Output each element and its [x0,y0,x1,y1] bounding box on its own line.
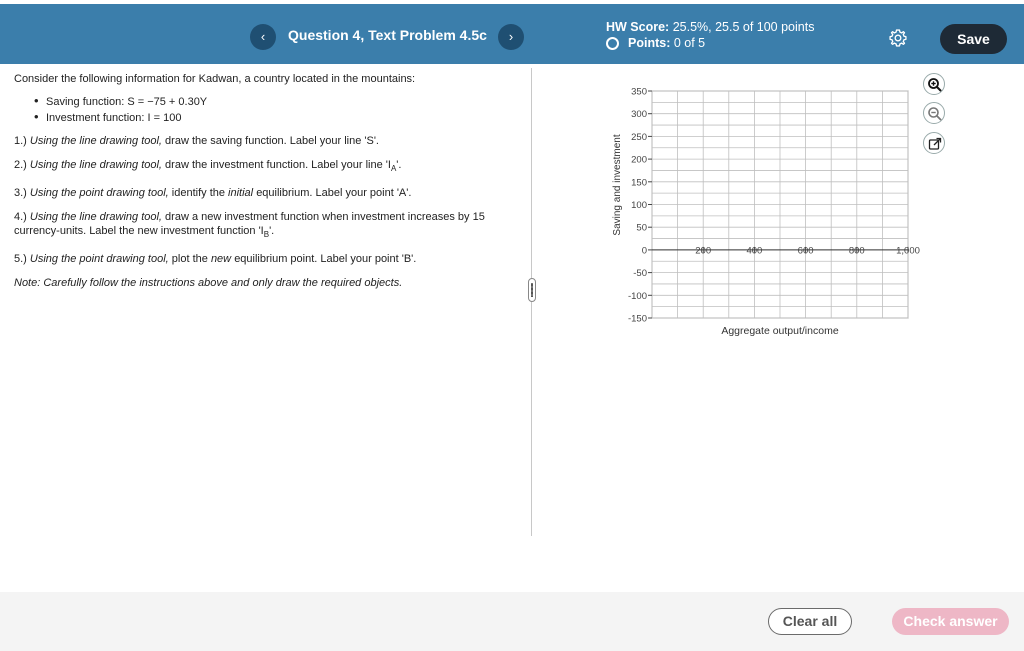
x-tick-label: 400 [746,245,763,257]
points [606,36,705,50]
y-tick-label: -50 [633,268,647,280]
subscript: A [390,164,397,174]
step-2 [14,158,514,176]
y-tick-label: -100 [627,290,647,302]
step-number: 1.) [14,135,27,147]
tool-name: Using the line drawing tool, [29,159,162,171]
step-3 [14,186,514,200]
external-link-icon [927,136,943,152]
gear-icon[interactable] [888,28,908,48]
y-axis-label: Saving and investment [612,134,623,236]
step-text: draw the saving function. Label your line 'S'. [165,135,379,147]
check-answer-button[interactable]: Check answer [892,608,1009,635]
step-number: 4.) [14,211,27,224]
next-question-button[interactable]: › [498,24,524,50]
step-text: identify the [171,187,225,200]
hw-score [606,20,814,34]
save-button[interactable]: Save [940,24,1007,54]
x-tick-label: 1,000 [896,245,920,257]
step-text: draw a new investment function when investment increases by 15 currency-units. Label the new investment function 'I [14,211,485,238]
investment-function: • Investment function: I = 100 [34,111,514,125]
clear-all-button[interactable]: Clear all [768,608,852,635]
step-number: 2.) [14,159,27,171]
x-tick-label: 800 [848,245,865,257]
step-1 [14,134,514,148]
y-tick-label: 250 [631,131,647,143]
step-emphasis: initial [228,187,254,200]
step-number: 3.) [14,187,27,200]
x-axis-label: Aggregate output/income [721,325,839,337]
tool-name: Using the line drawing tool, [29,135,162,147]
points-label: Points: [628,36,671,50]
zoom-in-icon [927,77,943,93]
tool-name: Using the line drawing tool, [29,211,162,224]
step-text: equilibrium point. Label your point 'B'. [234,253,417,266]
pane-resize-handle[interactable] [528,278,536,302]
step-number: 5.) [14,253,27,266]
step-emphasis: new [210,253,232,266]
pane-divider [531,68,532,536]
y-tick-label: 100 [631,200,647,211]
question-title: Question 4, Text Problem 4.5c [288,27,487,43]
step-tail: '. [269,225,275,238]
y-tick-label: 300 [631,109,647,121]
y-tick-label: 200 [631,154,647,166]
y-tick-label: 50 [636,222,647,234]
x-tick-label: 600 [797,245,814,257]
y-tick-label: 0 [641,245,647,257]
step-text: equilibrium. Label your point 'A'. [256,187,412,200]
y-tick-label: 350 [631,86,647,98]
tool-name: Using the point drawing tool, [29,187,169,200]
step-text: draw the investment function. Label your line 'I [165,159,391,171]
saving-function: • Saving function: S = −75 + 0.30Y [34,95,514,109]
hw-score-value: 25.5%, 25.5 of 100 points [672,20,815,34]
step-text: plot the [171,253,208,266]
subscript: B [263,230,270,240]
top-bar [0,4,1024,64]
previous-question-button[interactable]: ‹ [250,24,276,50]
problem-text [14,72,514,290]
graph-area[interactable] [606,80,926,340]
x-tick-label: 200 [695,245,712,257]
open-external-button[interactable] [923,132,945,154]
zoom-out-icon [927,106,943,122]
zoom-out-button[interactable] [923,102,945,124]
step-tail: '. [396,159,402,171]
tool-name: Using the point drawing tool, [29,253,169,266]
points-value: 0 of 5 [673,36,706,50]
function-list [34,95,514,125]
step-4 [14,210,514,242]
problem-intro: Consider the following information for Kadwan, a country located in the mountains: [14,73,416,85]
zoom-in-button[interactable] [923,73,945,95]
footer-bar [0,592,1024,651]
points-ring-icon [606,37,619,50]
y-tick-label: 150 [631,177,647,189]
hw-score-label: HW Score: [606,20,670,34]
y-tick-label: -150 [627,313,647,325]
step-5 [14,252,514,266]
note: Note: Carefully follow the instructions above and only draw the required objects. [14,277,403,290]
